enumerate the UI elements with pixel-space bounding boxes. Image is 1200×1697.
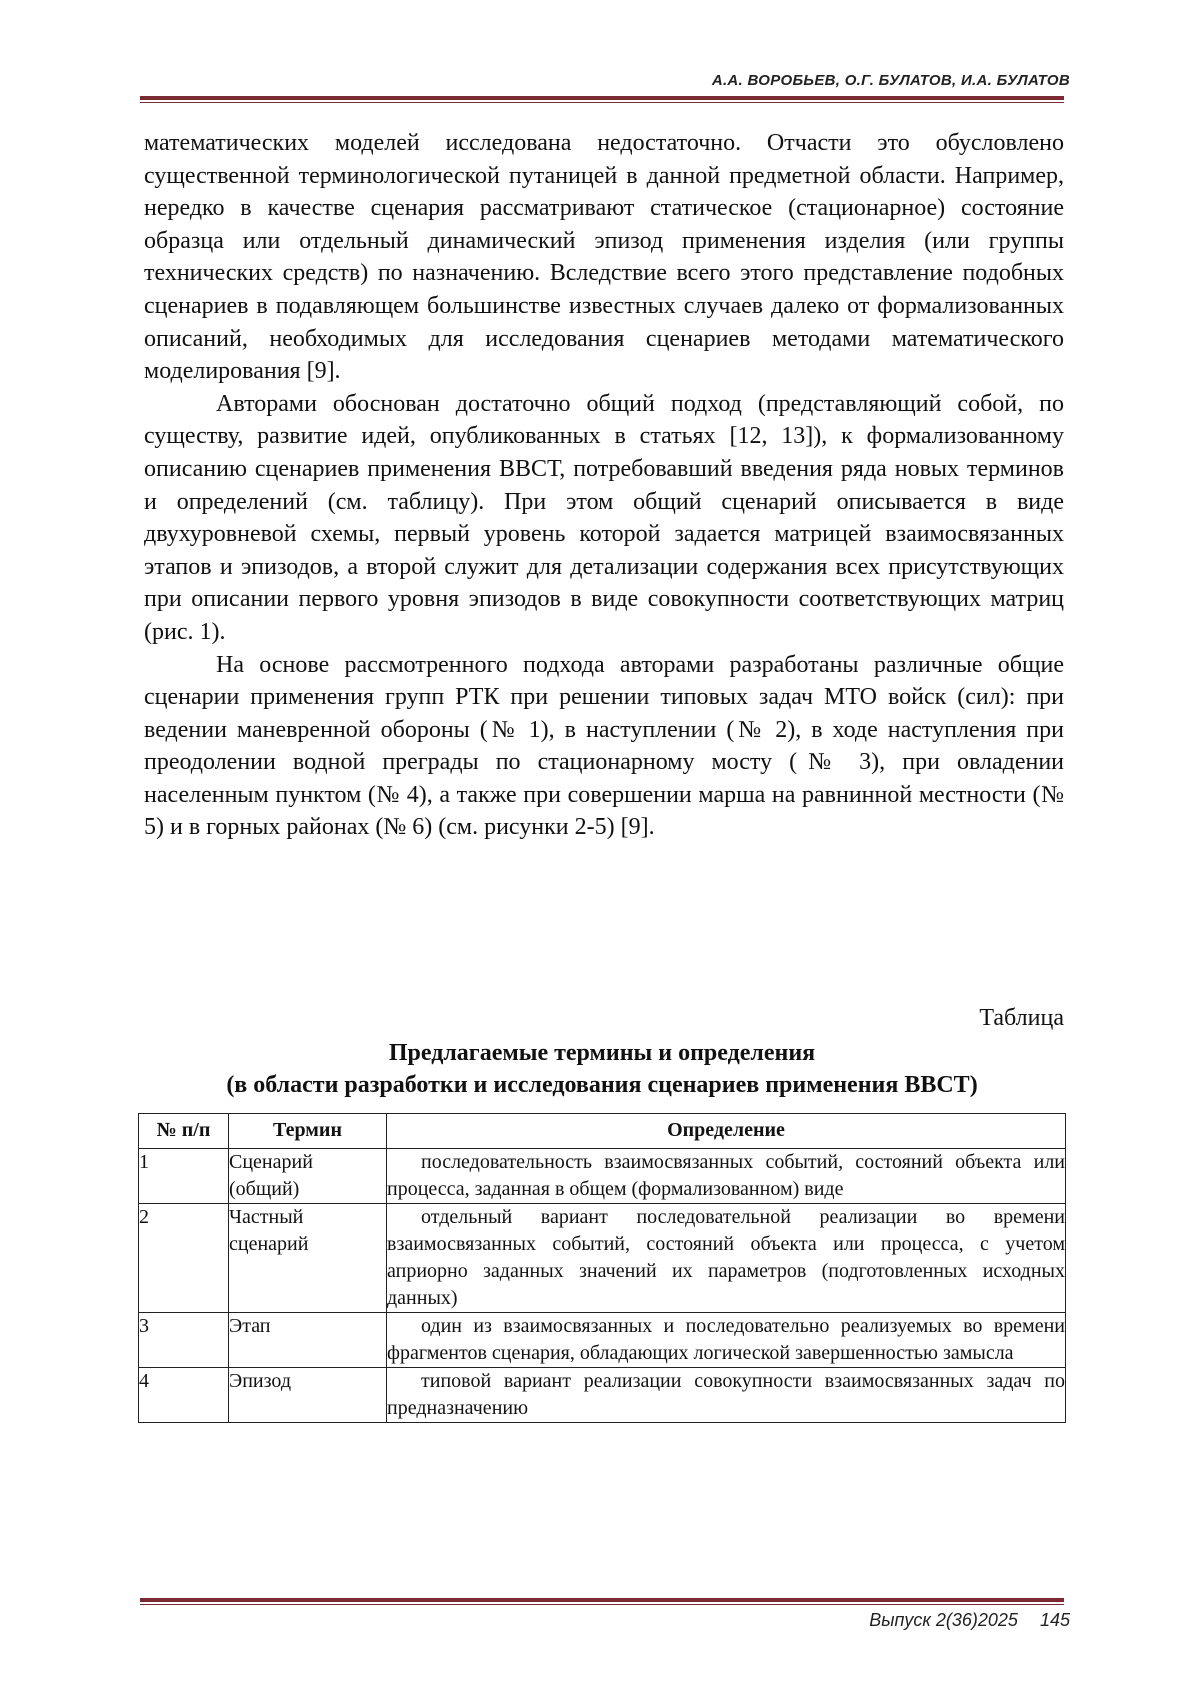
article-body [144,127,1064,844]
row-definition-text: типовой вариант реализации совокупности взаимосвязанных задач по предназначению [387,1370,1065,1419]
table-title [140,1037,1064,1101]
table-title-line-2: (в области разработки и исследования сценариев применения ВВСТ) [226,1072,978,1098]
row-definition-text: последовательность взаимосвязанных событий, состояний объекта или процесса, заданная в общем (формализованном) виде [387,1151,1065,1200]
row-num: 3 [139,1313,229,1368]
row-definition [387,1313,1066,1368]
footer-issue [869,1610,1070,1631]
header-num: № п/п [139,1114,229,1149]
row-num: 1 [139,1149,229,1204]
row-definition [387,1368,1066,1423]
table-title-line-1: Предлагаемые термины и определения [388,1040,816,1066]
body-paragraph-2: Авторами обоснован достаточно общий подход (представляющий собой, по существу, развитие идей, опубликованных в статьях [12, 13]), к формализованному описанию сценариев применения ВВСТ, потребовавший введения ряда новых терминов и определений (см. таблицу). При этом общий сценарий описывается в виде двухуровневой схемы, первый уровень которой задается матрицей взаимосвязанных этапов и эпизодов, а второй служит для детализации содержания всех присутствующих при описании первого уровня эпизодов в виде совокупности соответствующих матриц (рис. 1). [144,390,1064,645]
page-number: 145 [1039,1610,1070,1630]
table-header-row [139,1114,1066,1149]
issue-label: Выпуск 2(36)2025 [869,1610,1018,1630]
row-definition [387,1149,1066,1204]
running-header-authors: А.А. ВОРОБЬЕВ, О.Г. БУЛАТОВ, И.А. БУЛАТОВ [711,72,1070,89]
terms-table [138,1113,1066,1423]
row-definition [387,1204,1066,1313]
header-term: Термин [229,1114,387,1149]
header-rule [140,96,1064,103]
body-paragraph-1: математических моделей исследована недостаточно. Отчасти это обусловлено существенной терминологической путаницей в данной предметной области. Например, нередко в качестве сценария рассматривают статическое (стационарное) состояние образца или отдельный динамический эпизод применения изделия (или группы технических средств) по назначению. Вследствие всего этого представление подобных сценариев в подавляющем большинстве известных случаев далеко от формализованных описаний, необходимых для исследования сценариев методами математического моделирования [9]. [144,130,1064,385]
header-definition: Определение [387,1114,1066,1149]
table-label: Таблица [979,1005,1064,1031]
table-row [139,1204,1066,1313]
body-paragraph-3: На основе рассмотренного подхода авторами разработаны различные общие сценарии применения групп РТК при решении типовых задач МТО войск (сил): при ведении маневренной обороны (№ 1), в наступлении (№ 2), в ходе наступления при преодолении водной преграды по стационарному мосту (№ 3), при овладении населенным пунктом (№ 4), а также при совершении марша на равнинной местности (№ 5) и в горных районах (№ 6) (см. рисунки 2-5) [9]. [144,651,1064,841]
row-num: 2 [139,1204,229,1313]
row-term: Сценарий (общий) [229,1149,387,1204]
row-term: Эпизод [229,1368,387,1423]
row-term: Частный сценарий [229,1204,387,1313]
table-row [139,1313,1066,1368]
table-row [139,1149,1066,1204]
row-definition-text: отдельный вариант последовательной реализации во времени взаимосвязанных событий, состояний объекта или процесса, с учетом априорно заданных значений их параметров (подготовленных исходных данных) [387,1206,1065,1309]
row-term: Этап [229,1313,387,1368]
row-definition-text: один из взаимосвязанных и последовательно реализуемых во времени фрагментов сценария, обладающих логической завершенностью замысла [387,1315,1065,1364]
table-row [139,1368,1066,1423]
footer-rule [140,1598,1064,1605]
row-num: 4 [139,1368,229,1423]
